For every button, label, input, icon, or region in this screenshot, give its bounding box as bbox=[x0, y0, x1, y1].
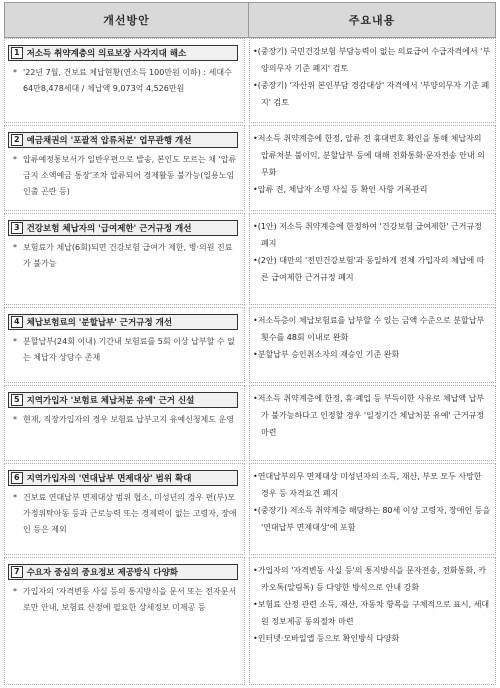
row-title-box bbox=[8, 132, 238, 148]
row-number: 6 bbox=[11, 472, 23, 484]
content-item: •(1안) 저소득 취약계층에 한정하여 '건강보험 급여제한' 근거규정 폐지 bbox=[253, 222, 482, 248]
row-note: * 가입자의 '자격변동 사실 등의 통지방식을 문서 또는 전자문서로만 안내, 보험료 산정에 필요한 상세정보 미제공 등 bbox=[13, 587, 237, 612]
row-title-box bbox=[8, 564, 238, 580]
content-item: •저소득 취약계층에 한정, 압류 전 휴대번호 확인을 통해 체납자의 압류처분 불이익, 분할납부 등에 대해 전화통화·문자전송 안내 의무화 bbox=[253, 134, 485, 177]
table-header bbox=[4, 2, 496, 38]
row-title-box bbox=[8, 220, 238, 236]
header-right: 주요내용 bbox=[249, 2, 496, 38]
row-number: 2 bbox=[11, 134, 23, 146]
content-item: •저소득층이 체납보험료를 납부할 수 있는 금액 수준으로 분할납부 횟수를 48회 이내로 완화 bbox=[253, 316, 485, 342]
table-row bbox=[4, 213, 496, 305]
row-number: 1 bbox=[11, 47, 23, 59]
row-title: 건강보험 체납자의 '급여제한' 근거규정 개선 bbox=[26, 224, 192, 234]
row-title: 지역가입자의 '연대납부 면제대상' 범위 확대 bbox=[26, 474, 192, 484]
row-note: * '22년 7월, 건보료 체납현황(연소득 100만원 이하) : 세대수 64만8,478세대 / 체납액 9,073억 4,526만원 bbox=[13, 68, 232, 93]
content-item: •저소득 취약계층에 한정, 휴·폐업 등 부득이한 사유로 체납액 납부가 불가능하다고 인정할 경우 '일정기간 체납처분 유예' 근거규정 마련 bbox=[253, 394, 485, 437]
row-note: * 분할납부(24회 이내) 기간내 보험료를 5회 이상 납부할 수 없는 체납자 상당수 존재 bbox=[13, 337, 235, 362]
row-note: * 보험료가 체납(6회)되면 건강보험 급여가 제한, 병·의원 진료가 불가능 bbox=[13, 243, 233, 268]
table-row bbox=[4, 125, 496, 211]
row-title-box bbox=[8, 314, 238, 330]
row-note: * 현재, 직장가입자의 경우 보험료 납부고지 유예신청제도 운영 bbox=[13, 415, 234, 424]
row-title: 지역가입자 '보험료 체납처분 유예' 근거 신설 bbox=[26, 396, 195, 406]
content-item: •가입자의 '자격변동 사실 등'의 통지방식을 문자전송, 전화통화, 카카오톡(알림톡) 등 다양한 방식으로 안내 강화 bbox=[253, 566, 486, 592]
content-item: •(중장기) 저소득 취약계층 해당하는 80세 이상 고령자, 장애인 등을 '연대납부 면제대상'에 포함 bbox=[253, 506, 491, 532]
table-row bbox=[4, 557, 496, 685]
table-row bbox=[4, 38, 496, 123]
row-title: 체납보험료의 '분할납부' 근거규정 개선 bbox=[26, 318, 173, 328]
table-row bbox=[4, 307, 496, 383]
row-note: * 건보료 연대납부 면제대상 범위 협소, 미성년의 경우 편(부)모 가정위탁아동 등과 근로능력 또는 경제력이 없는 고령자, 장애인 등은 제외 bbox=[13, 493, 237, 534]
content-item: •보험료 산정 관련 소득, 재산, 자동차 항목을 구체적으로 표시, 세대원 정보제공 동의절차 마련 bbox=[253, 600, 490, 626]
table-row bbox=[4, 385, 496, 461]
row-number: 7 bbox=[11, 566, 23, 578]
row-title-box bbox=[8, 392, 238, 408]
row-title: 수요자 중심의 중요정보 제공방식 다양화 bbox=[26, 568, 179, 578]
row-title: 예금채권의 '포괄적 압류처분' 업무관행 개선 bbox=[26, 136, 192, 146]
row-title: 저소득 취약계층의 의료보장 사각지대 해소 bbox=[26, 49, 187, 59]
content-item: •(중장기) '자산위 본인부담 경감대상' 자격에서 '부양의무자 기준 폐지' 검토 bbox=[253, 81, 490, 107]
table-row bbox=[4, 463, 496, 555]
header-left: 개선방안 bbox=[4, 2, 249, 38]
row-title-box bbox=[8, 470, 238, 486]
content-item: •(중장기) 국민건강보험 부담능력이 없는 의료급여 수급자격에서 '부양의무자 기준 폐지' 검토 bbox=[253, 47, 491, 73]
row-number: 3 bbox=[11, 222, 23, 234]
content-item: •분할납부 승인취소자의 재승인 기준 완화 bbox=[253, 350, 400, 359]
content-item: •연대납부의무 면제대상 미성년자의 소득, 재산, 부모 모두 사망한 경우 등 자격요건 폐지 bbox=[253, 472, 482, 498]
content-item: •압류 전, 체납자 소명 사실 등 확인 사항 기록관리 bbox=[253, 185, 428, 194]
row-number: 5 bbox=[11, 394, 23, 406]
row-note: * 압류예정통보서가 일반우편으로 발송, 본인도 모르는 채 '압류금지 소액예금 통장'조차 압류되어 경제활동 불가능(일용노임 인출 곤란 등) bbox=[13, 155, 237, 196]
content-item: •(2안) 대만의 '전민건강보험'과 동일하게 전체 가입자의 체납에 따른 급여제한 근거규정 폐지 bbox=[253, 256, 485, 282]
row-title-box bbox=[8, 45, 238, 61]
row-number: 4 bbox=[11, 316, 23, 328]
content-item: •인터넷·모바일앱 등으로 확인방식 다양화 bbox=[253, 634, 400, 643]
